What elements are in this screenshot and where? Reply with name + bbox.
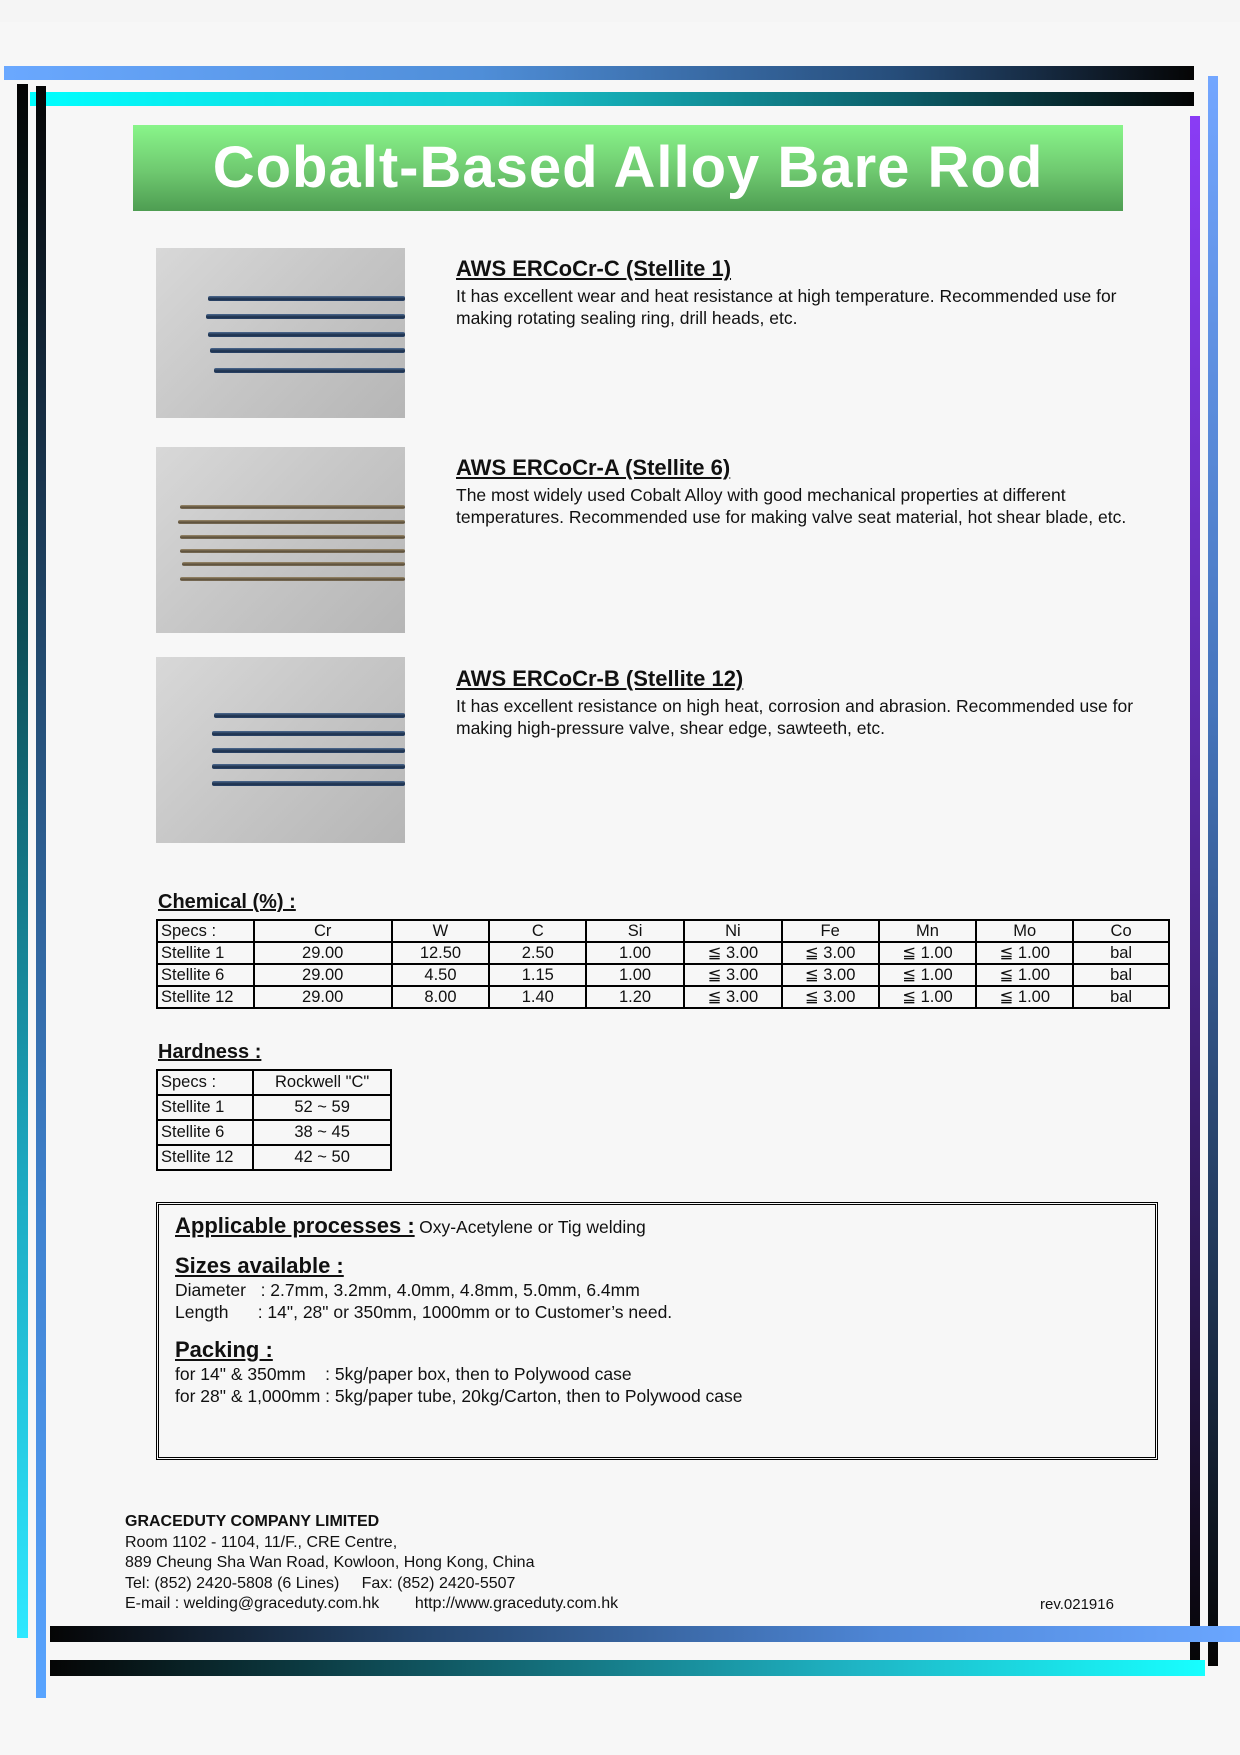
table-cell: 4.50: [392, 964, 490, 986]
top-border-bar: [4, 66, 1194, 80]
table-cell: Specs :: [157, 1070, 253, 1095]
table-header-row: [157, 1070, 391, 1095]
packing-line: for 28" & 1,000mm : 5kg/paper tube, 20kg/Carton, then to Polywood case: [175, 1386, 743, 1406]
table-cell: 42 ~ 50: [253, 1145, 391, 1170]
table-cell: ≦ 1.00: [976, 964, 1073, 986]
sizes-heading: Sizes available :: [175, 1253, 344, 1278]
table-cell: 8.00: [392, 986, 490, 1008]
table-cell: Fe: [782, 920, 879, 942]
stellite-1-rod-photo: [156, 248, 405, 418]
product-stellite-12: [456, 666, 1136, 739]
table-cell: ≦ 1.00: [976, 942, 1073, 964]
table-cell: ≦ 1.00: [879, 964, 977, 986]
top-border-bar-inner: [30, 92, 1194, 106]
table-cell: Si: [586, 920, 684, 942]
table-cell: bal: [1073, 964, 1169, 986]
table-cell: W: [392, 920, 490, 942]
product-stellite-6: [456, 455, 1136, 528]
table-cell: ≦ 3.00: [684, 942, 782, 964]
table-cell: 29.00: [254, 964, 392, 986]
table-cell: Stellite 6: [157, 1120, 253, 1145]
table-cell: 38 ~ 45: [253, 1120, 391, 1145]
table-cell: 12.50: [392, 942, 490, 964]
process-info-box: [156, 1202, 1158, 1460]
table-cell: Mn: [879, 920, 977, 942]
table-row: [157, 964, 1169, 986]
table-cell: Stellite 1: [157, 942, 254, 964]
table-cell: Stellite 12: [157, 1145, 253, 1170]
table-cell: bal: [1073, 986, 1169, 1008]
hardness-heading: Hardness :: [158, 1041, 262, 1063]
table-cell: bal: [1073, 942, 1169, 964]
address-line: 889 Cheung Sha Wan Road, Kowloon, Hong Kong, China: [125, 1554, 535, 1571]
table-header-row: [157, 920, 1169, 942]
product-title: AWS ERCoCr-A (Stellite 6): [456, 455, 731, 480]
left-border-bar: [17, 84, 28, 1638]
table-cell: 29.00: [254, 986, 392, 1008]
contact-line: E-mail : welding@graceduty.com.hk http://www.graceduty.com.hk: [125, 1595, 619, 1612]
table-cell: 1.00: [586, 942, 684, 964]
table-cell: ≦ 1.00: [976, 986, 1073, 1008]
table-cell: Specs :: [157, 920, 254, 942]
right-border-bar: [1208, 76, 1218, 1666]
table-cell: 52 ~ 59: [253, 1095, 391, 1120]
revision-label: rev.021916: [1040, 1596, 1114, 1613]
table-cell: ≦ 3.00: [782, 942, 879, 964]
table-cell: ≦ 3.00: [782, 964, 879, 986]
length-text: Length : 14", 28" or 350mm, 1000mm or to Customer’s need.: [175, 1302, 673, 1322]
processes-text: Oxy-Acetylene or Tig welding: [419, 1217, 646, 1237]
table-cell: 1.00: [586, 964, 684, 986]
hardness-table: [156, 1069, 392, 1171]
table-cell: Stellite 1: [157, 1095, 253, 1120]
right-border-bar-inner: [1190, 116, 1200, 1672]
page-title: Cobalt-Based Alloy Bare Rod: [133, 125, 1123, 211]
product-title: AWS ERCoCr-C (Stellite 1): [456, 256, 732, 281]
product-title: AWS ERCoCr-B (Stellite 12): [456, 666, 744, 691]
table-cell: 2.50: [489, 942, 586, 964]
table-cell: Stellite 6: [157, 964, 254, 986]
product-description: The most widely used Cobalt Alloy with good mechanical properties at different temperatures. Recommended use for making valve seat material, hot shear blade, etc.: [456, 485, 1127, 527]
stellite-12-rod-photo: [156, 657, 405, 843]
chemical-table: [156, 919, 1170, 1009]
table-cell: Stellite 12: [157, 986, 254, 1008]
table-row: [157, 1120, 391, 1145]
table-row: [157, 942, 1169, 964]
table-cell: ≦ 1.00: [879, 986, 977, 1008]
table-cell: 29.00: [254, 942, 392, 964]
table-cell: 1.40: [489, 986, 586, 1008]
diameter-text: Diameter : 2.7mm, 3.2mm, 4.0mm, 4.8mm, 5.0mm, 6.4mm: [175, 1280, 640, 1300]
phone-line: Tel: (852) 2420-5808 (6 Lines) Fax: (852) 2420-5507: [125, 1574, 516, 1592]
table-cell: ≦ 3.00: [684, 986, 782, 1008]
table-cell: 1.20: [586, 986, 684, 1008]
table-cell: C: [489, 920, 586, 942]
company-name: GRACEDUTY COMPANY LIMITED: [125, 1513, 380, 1530]
table-row: [157, 1145, 391, 1170]
table-cell: ≦ 1.00: [879, 942, 977, 964]
bottom-border-bar: [50, 1626, 1240, 1642]
table-cell: Rockwell "C": [253, 1070, 391, 1095]
product-description: It has excellent wear and heat resistance at high temperature. Recommended use for making rotating sealing ring, drill heads, etc.: [456, 286, 1117, 328]
left-border-bar-inner: [36, 86, 46, 1698]
packing-heading: Packing :: [175, 1337, 273, 1362]
table-cell: Cr: [254, 920, 392, 942]
table-row: [157, 986, 1169, 1008]
table-cell: Co: [1073, 920, 1169, 942]
table-cell: 1.15: [489, 964, 586, 986]
table-cell: Ni: [684, 920, 782, 942]
chemical-heading: Chemical (%) :: [158, 891, 296, 913]
table-cell: ≦ 3.00: [684, 964, 782, 986]
bottom-border-bar-outer: [50, 1660, 1205, 1676]
stellite-6-rod-photo: [156, 447, 405, 633]
company-address-block: [125, 1512, 618, 1615]
packing-line: for 14" & 350mm : 5kg/paper box, then to Polywood case: [175, 1364, 632, 1384]
processes-heading: Applicable processes :: [175, 1213, 415, 1238]
table-cell: ≦ 3.00: [782, 986, 879, 1008]
product-stellite-1: [456, 256, 1136, 329]
table-row: [157, 1095, 391, 1120]
table-cell: Mo: [976, 920, 1073, 942]
product-description: It has excellent resistance on high heat, corrosion and abrasion. Recommended use for making high-pressure valve, shear edge, sawteeth, etc.: [456, 696, 1134, 738]
address-line: Room 1102 - 1104, 11/F., CRE Centre,: [125, 1533, 398, 1551]
